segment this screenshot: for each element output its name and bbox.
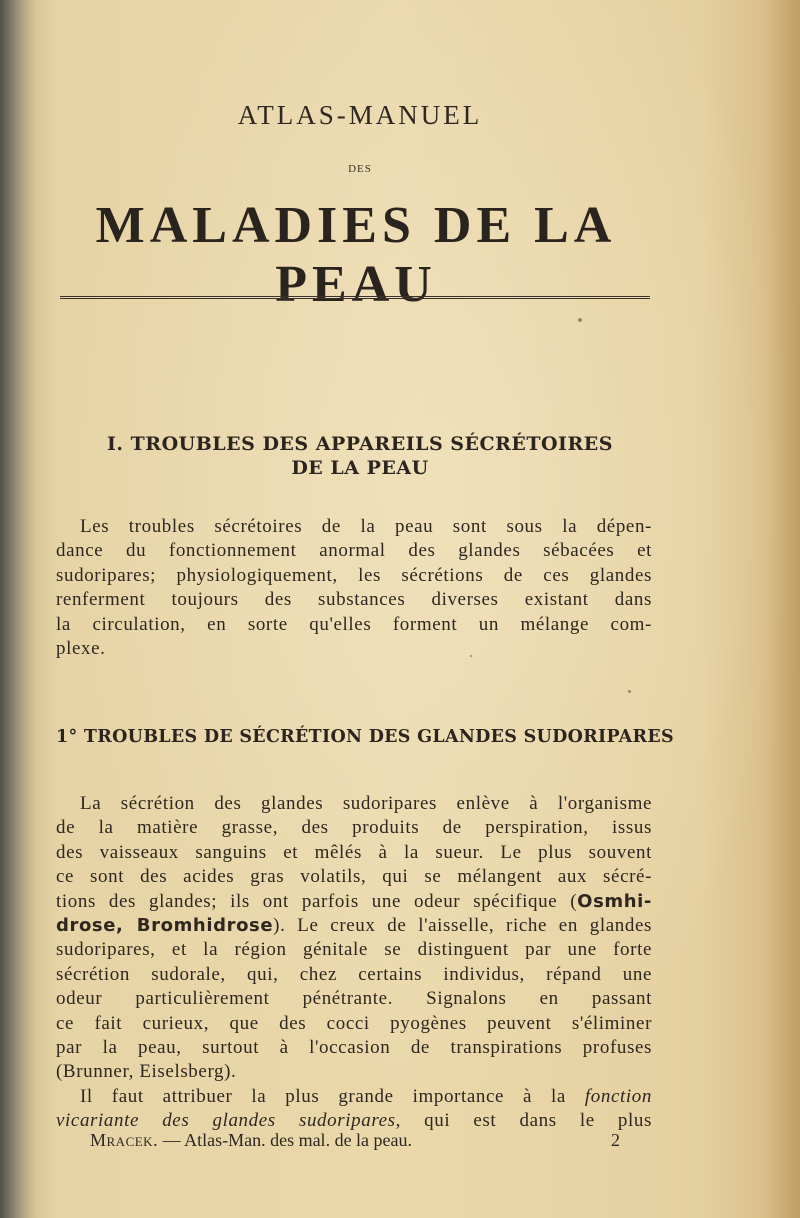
subsection-heading: 1° TROUBLES DE SÉCRÉTION DES GLANDES SUDORIPARES bbox=[56, 727, 674, 747]
paper-speck bbox=[628, 690, 631, 693]
term-osmhidrose: Osmhi- bbox=[577, 890, 652, 912]
paragraph-line: La sécrétion des glandes sudoripares enlève à l'organisme bbox=[80, 793, 652, 814]
term-bromhidrose: drose, Bromhidrose bbox=[56, 915, 274, 937]
paragraph-line: plexe. bbox=[56, 638, 106, 660]
paper-speck bbox=[578, 318, 582, 322]
title-divider bbox=[60, 296, 650, 299]
line-text: , qui est dans le plus bbox=[395, 1110, 652, 1132]
paragraph-line: des vaisseaux sanguins et mêlés à la sueur. Le plus souvent bbox=[56, 841, 652, 863]
section-paragraph bbox=[56, 515, 652, 661]
paragraph-line: sudoripares; physiologiquement, les sécrétions de ces glandes bbox=[56, 564, 652, 586]
paragraph-line: (Brunner, Eiselsberg). bbox=[56, 1061, 237, 1083]
page-number: 2 bbox=[611, 1130, 620, 1150]
paragraph-line: sécrétion sudorale, qui, chez certains individus, répand une bbox=[56, 963, 652, 985]
paragraph-line: la circulation, en sorte qu'elles forment un mélange com- bbox=[56, 613, 652, 635]
subsection-paragraph bbox=[56, 792, 652, 1134]
page-title: MALADIES DE LA PEAU bbox=[95, 197, 617, 313]
paragraph-line bbox=[56, 890, 652, 914]
page-spine-shadow bbox=[0, 0, 38, 1218]
paragraph-line: Les troubles sécrétoires de la peau sont sous la dépen- bbox=[80, 516, 652, 537]
paragraph-line: sudoripares, et la région génitale se distinguent par une forte bbox=[56, 939, 652, 961]
paragraph-line: ce fait curieux, que des cocci pyogènes peuvent s'éliminer bbox=[56, 1012, 652, 1034]
section-heading-line-2: DE LA PEAU bbox=[291, 457, 429, 479]
paragraph-line bbox=[56, 914, 652, 938]
paragraph-line: ce sont des acides gras volatils, qui se mélangent aux sécré- bbox=[56, 866, 652, 888]
paragraph-line bbox=[56, 1085, 652, 1109]
paper-speck bbox=[470, 655, 472, 657]
italic-phrase: vicariante des glandes sudoripares bbox=[56, 1110, 396, 1132]
title-line-1: ATLAS-MANUEL bbox=[237, 100, 483, 130]
italic-phrase: fonction bbox=[584, 1085, 652, 1107]
title-line-2: DES bbox=[348, 163, 372, 175]
paragraph-line: de la matière grasse, des produits de perspiration, issus bbox=[56, 817, 652, 839]
line-text: tions des glandes; ils ont parfois une odeur spécifique ( bbox=[56, 890, 578, 912]
running-footer bbox=[90, 1130, 620, 1151]
line-text: ). Le creux de l'aisselle, riche en glandes bbox=[273, 915, 652, 937]
page-edge bbox=[760, 0, 800, 1218]
footer-separator: — bbox=[162, 1130, 181, 1150]
paragraph-line: dance du fonctionnement anormal des glandes sébacées et bbox=[56, 540, 652, 562]
paragraph-line: par la peau, surtout à l'occasion de transpirations profuses bbox=[56, 1037, 652, 1059]
paragraph-line: renferment toujours des substances diverses existant dans bbox=[56, 589, 652, 611]
footer-title: Atlas-Man. des mal. de la peau. bbox=[184, 1130, 413, 1150]
footer-author: Mracek. bbox=[90, 1130, 159, 1150]
section-heading-line-1: I. TROUBLES DES APPAREILS SÉCRÉTOIRES bbox=[107, 433, 613, 455]
paragraph-line: odeur particulièrement pénétrante. Signalons en passant bbox=[56, 988, 652, 1010]
section-heading bbox=[60, 432, 660, 480]
line-text: Il faut attribuer la plus grande importance à la bbox=[80, 1085, 566, 1107]
